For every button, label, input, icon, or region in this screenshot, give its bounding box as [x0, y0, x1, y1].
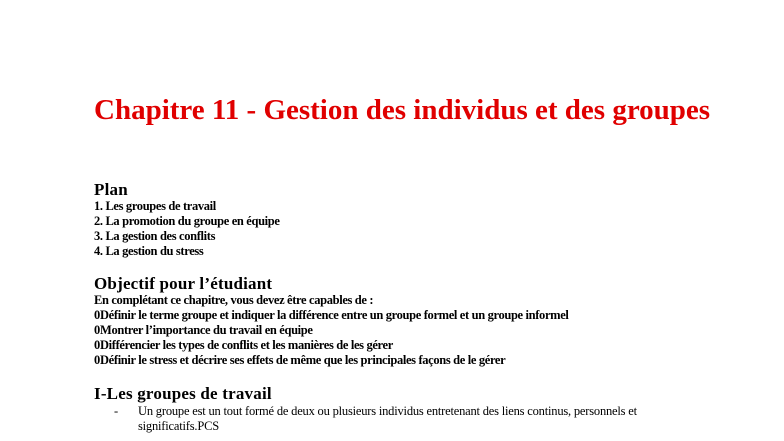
- objectif-item: [94, 338, 569, 353]
- definition-item: [114, 404, 684, 434]
- bullet-icon: 0: [94, 338, 100, 352]
- bullet-icon: 0: [94, 323, 100, 337]
- objectif-intro: En complétant ce chapitre, vous devez être capables de :: [94, 293, 374, 307]
- plan-list: [94, 199, 280, 259]
- definition-text: Un groupe est un tout formé de deux ou plusieurs individus entretenant des liens continus, personnels et significatifs.PCS: [138, 404, 637, 433]
- plan-item: 4. La gestion du stress: [94, 244, 204, 258]
- objectif-list: [94, 308, 569, 368]
- objectif-item-text: Définir le stress et décrire ses effets de même que les principales façons de le gérer: [100, 353, 506, 367]
- plan-item: 3. La gestion des conflits: [94, 229, 216, 243]
- section-heading-groupes: I-Les groupes de travail: [94, 384, 272, 403]
- objectif-item-text: Montrer l’importance du travail en équipe: [100, 323, 313, 337]
- plan-heading: Plan: [94, 180, 128, 199]
- bullet-icon: 0: [94, 308, 100, 322]
- objectif-item-text: Définir le terme groupe et indiquer la différence entre un groupe formel et un groupe informel: [100, 308, 569, 322]
- dash-bullet-icon: -: [114, 404, 118, 418]
- objectif-item-text: Différencier les types de conflits et les manières de les gérer: [100, 338, 393, 352]
- objectif-item: [94, 308, 569, 323]
- objectif-item: [94, 323, 569, 338]
- chapter-title: Chapitre 11 - Gestion des individus et des groupes: [94, 94, 711, 126]
- plan-item: 1. Les groupes de travail: [94, 199, 216, 213]
- bullet-icon: 0: [94, 353, 100, 367]
- objectif-heading: Objectif pour l’étudiant: [94, 274, 273, 293]
- plan-item: 2. La promotion du groupe en équipe: [94, 214, 280, 228]
- objectif-item: [94, 353, 569, 368]
- definition-list: [114, 404, 684, 434]
